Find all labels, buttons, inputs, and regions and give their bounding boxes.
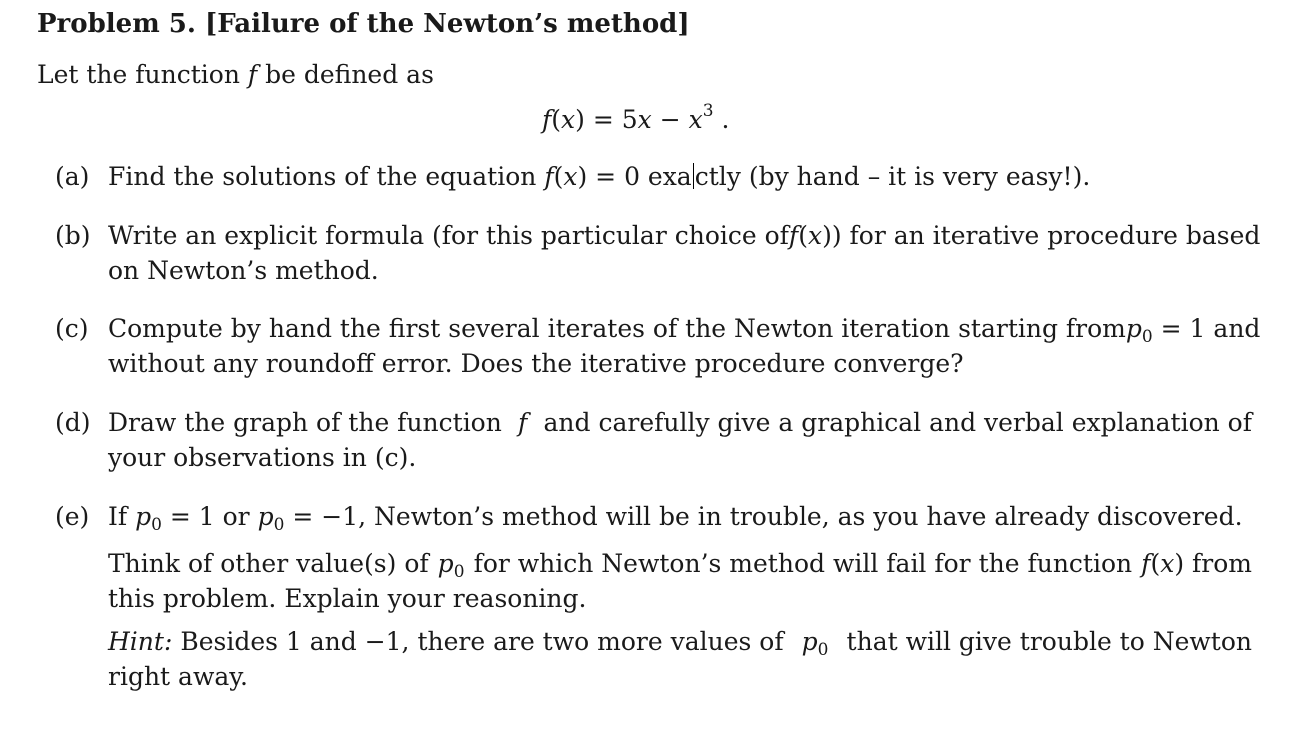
function-definition-equation <box>542 96 729 135</box>
part-d-post: and carefully give a graphical and verbal explanation of <box>543 408 1252 437</box>
part-d-pre: Draw the graph of the function <box>108 408 502 437</box>
part-e-para2-sub: 0 <box>453 562 465 582</box>
part-b-line2: on Newton’s method. <box>108 256 379 285</box>
part-e-label: (e) <box>55 502 90 531</box>
part-e-para2-pre: Think of other value(s) of <box>108 549 429 578</box>
hint-label: Hint: <box>108 627 173 656</box>
part-c-line2: without any roundoff error. Does the iterative procedure converge? <box>108 349 964 378</box>
part-e-para2-line1: Think of other value(s) of $p_0$ for which Newton’s method will fail for the function f(x) from <box>108 549 1252 587</box>
part-d-f: f <box>518 408 528 437</box>
intro-text <box>37 60 434 90</box>
part-e-para2-f: f <box>1141 549 1151 578</box>
part-e-p-b: p <box>257 502 274 531</box>
eq-x2: x <box>688 105 703 134</box>
part-d-line1 <box>108 408 1252 438</box>
part-d-line2: your observations in (c). <box>108 443 417 472</box>
part-a-mid: ) = 0 exa <box>577 162 692 191</box>
part-e-or: = 1 or <box>161 502 258 531</box>
part-b-f: f <box>788 221 799 250</box>
hint-post: that will give trouble to Newton <box>846 627 1252 656</box>
part-e-p-a: p <box>135 502 152 531</box>
part-e-para2-line2: this problem. Explain your reasoning. <box>108 584 587 613</box>
part-b-pre: Write an explicit formula (for this particular choice of <box>108 221 789 250</box>
part-a-x: x <box>563 162 578 191</box>
eq-minus: − <box>651 105 689 134</box>
intro-text-end: be defined as <box>265 60 434 89</box>
part-c-p: p <box>1125 314 1142 343</box>
eq-x1: x <box>637 105 652 134</box>
part-b-post: )) for an iterative procedure based <box>822 221 1261 250</box>
part-b-line1: Write an explicit formula (for this particular choice of f(x)) for an iterative procedure based <box>108 221 1261 250</box>
part-c-sub: 0 <box>1141 327 1153 347</box>
part-a-f: f <box>544 162 554 191</box>
part-e-sub-b: 0 <box>273 515 285 535</box>
eq-f: f <box>542 105 552 134</box>
part-a-open: ( <box>553 162 564 191</box>
part-e-line1 <box>108 502 1243 540</box>
part-e-hint-line1 <box>108 627 1252 665</box>
part-c-label: (c) <box>55 314 89 343</box>
part-b-label: (b) <box>55 221 91 250</box>
part-e-para2-post: ) from <box>1174 549 1252 578</box>
eq-x: x <box>561 105 576 134</box>
part-e-para2-p: p <box>437 549 454 578</box>
part-a-text <box>108 162 1090 192</box>
hint-p: p <box>801 627 818 656</box>
eq-rhs-coef: = 5 <box>584 105 638 134</box>
intro-text-start: Let the function <box>37 60 240 89</box>
part-e-para2-x: x <box>1160 549 1175 578</box>
part-c-pre: Compute by hand the first several iterates of the Newton iteration starting from <box>108 314 1126 343</box>
part-d-label: (d) <box>55 408 91 437</box>
part-e-rest: = −1, Newton’s method will be in trouble, as you have already discovered. <box>284 502 1243 531</box>
part-b-x: x <box>807 221 823 250</box>
eq-end: . <box>713 105 730 134</box>
part-a-label: (a) <box>55 162 90 191</box>
text-cursor <box>693 163 694 189</box>
part-e-hint-line2: right away. <box>108 662 249 691</box>
part-e-sub-a: 0 <box>151 515 162 535</box>
part-a-post: ctly (by hand – it is very easy!). <box>694 162 1091 191</box>
part-e-if: If <box>108 502 128 531</box>
part-c-line1 <box>108 314 1261 352</box>
eq-open: ( <box>551 105 562 134</box>
eq-exponent: 3 <box>702 101 714 121</box>
function-symbol: f <box>247 60 258 89</box>
hint-sub: 0 <box>817 640 829 660</box>
part-e-para2-mid: for which Newton’s method will fail for the function <box>473 549 1133 578</box>
part-a-pre: Find the solutions of the equation <box>108 162 537 191</box>
eq-close: ) <box>575 105 585 134</box>
part-c-post: = 1 and <box>1152 314 1261 343</box>
problem-title: Problem 5. [Failure of the Newton’s method] <box>37 9 690 39</box>
hint-pre: Besides 1 and −1, there are two more values of <box>180 627 784 656</box>
